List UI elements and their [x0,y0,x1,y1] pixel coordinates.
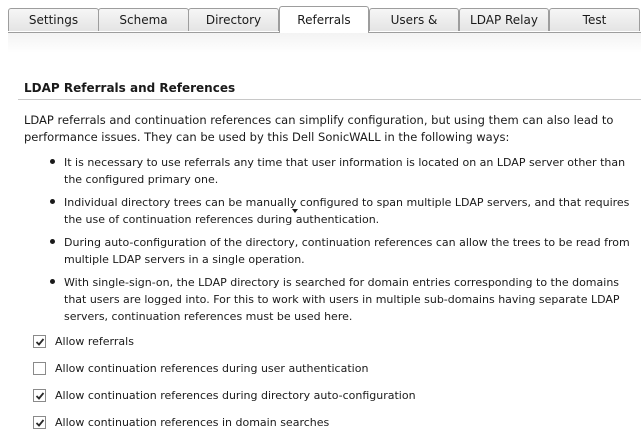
bullet-icon [50,239,55,244]
allow-refs-autoconfig-label: Allow continuation references during directory auto-configuration [55,389,416,402]
tab-users-groups[interactable]: Users & [369,8,459,31]
bullet-text: It is necessary to use referrals any time that user information is located on an LDAP server other than the configured primary one. [64,156,626,186]
list-item [50,234,638,268]
tab-settings[interactable]: Settings [8,8,99,31]
panel-header-bar [8,32,641,53]
allow-refs-auth-label: Allow continuation references during user authentication [55,362,369,375]
check-icon [35,418,45,428]
tab-test[interactable]: Test [549,8,640,31]
bullet-icon [50,159,55,164]
tab-ldap-relay[interactable]: LDAP Relay [459,8,549,31]
bullet-text: During auto-configuration of the directory, continuation references can allow the trees to be read from multiple LDAP servers in a single operation. [64,236,630,266]
bullet-icon [50,199,55,204]
bullet-list [50,154,638,331]
section-divider [18,99,641,100]
allow-refs-domain-checkbox[interactable] [33,416,46,429]
tab-schema[interactable]: Schema [98,8,189,31]
intro-text: LDAP referrals and continuation references can simplify configuration, but using them can also lead to performance issues. They can be used by this Dell SonicWALL in the following ways: [24,113,614,144]
allow-referrals-checkbox[interactable] [33,335,46,348]
allow-refs-autoconfig-checkbox[interactable] [33,389,46,402]
allow-refs-auth-checkbox[interactable] [33,362,46,375]
list-item [50,194,638,228]
section-title: LDAP Referrals and References [24,81,236,95]
bullet-text: Individual directory trees can be manually configured to span multiple LDAP servers, and that requires the use of continuation references during authentication. [64,196,630,226]
list-item [50,154,638,188]
check-icon [35,391,45,401]
allow-refs-domain-label: Allow continuation references in domain searches [55,416,330,429]
tab-bar [0,0,641,33]
tab-directory[interactable]: Directory [188,8,279,31]
list-item [50,274,638,325]
check-icon [35,337,45,347]
tab-referrals[interactable]: Referrals [279,6,369,33]
bullet-text: With single-sign-on, the LDAP directory is searched for domain entries corresponding to the domains that users are logged into. For this to work with users in multiple sub-domains having separate LDAP servers, continuation references must be used here. [64,276,620,323]
bullet-icon [50,279,55,284]
allow-referrals-label: Allow referrals [55,335,134,348]
mouse-cursor-icon [292,209,298,213]
